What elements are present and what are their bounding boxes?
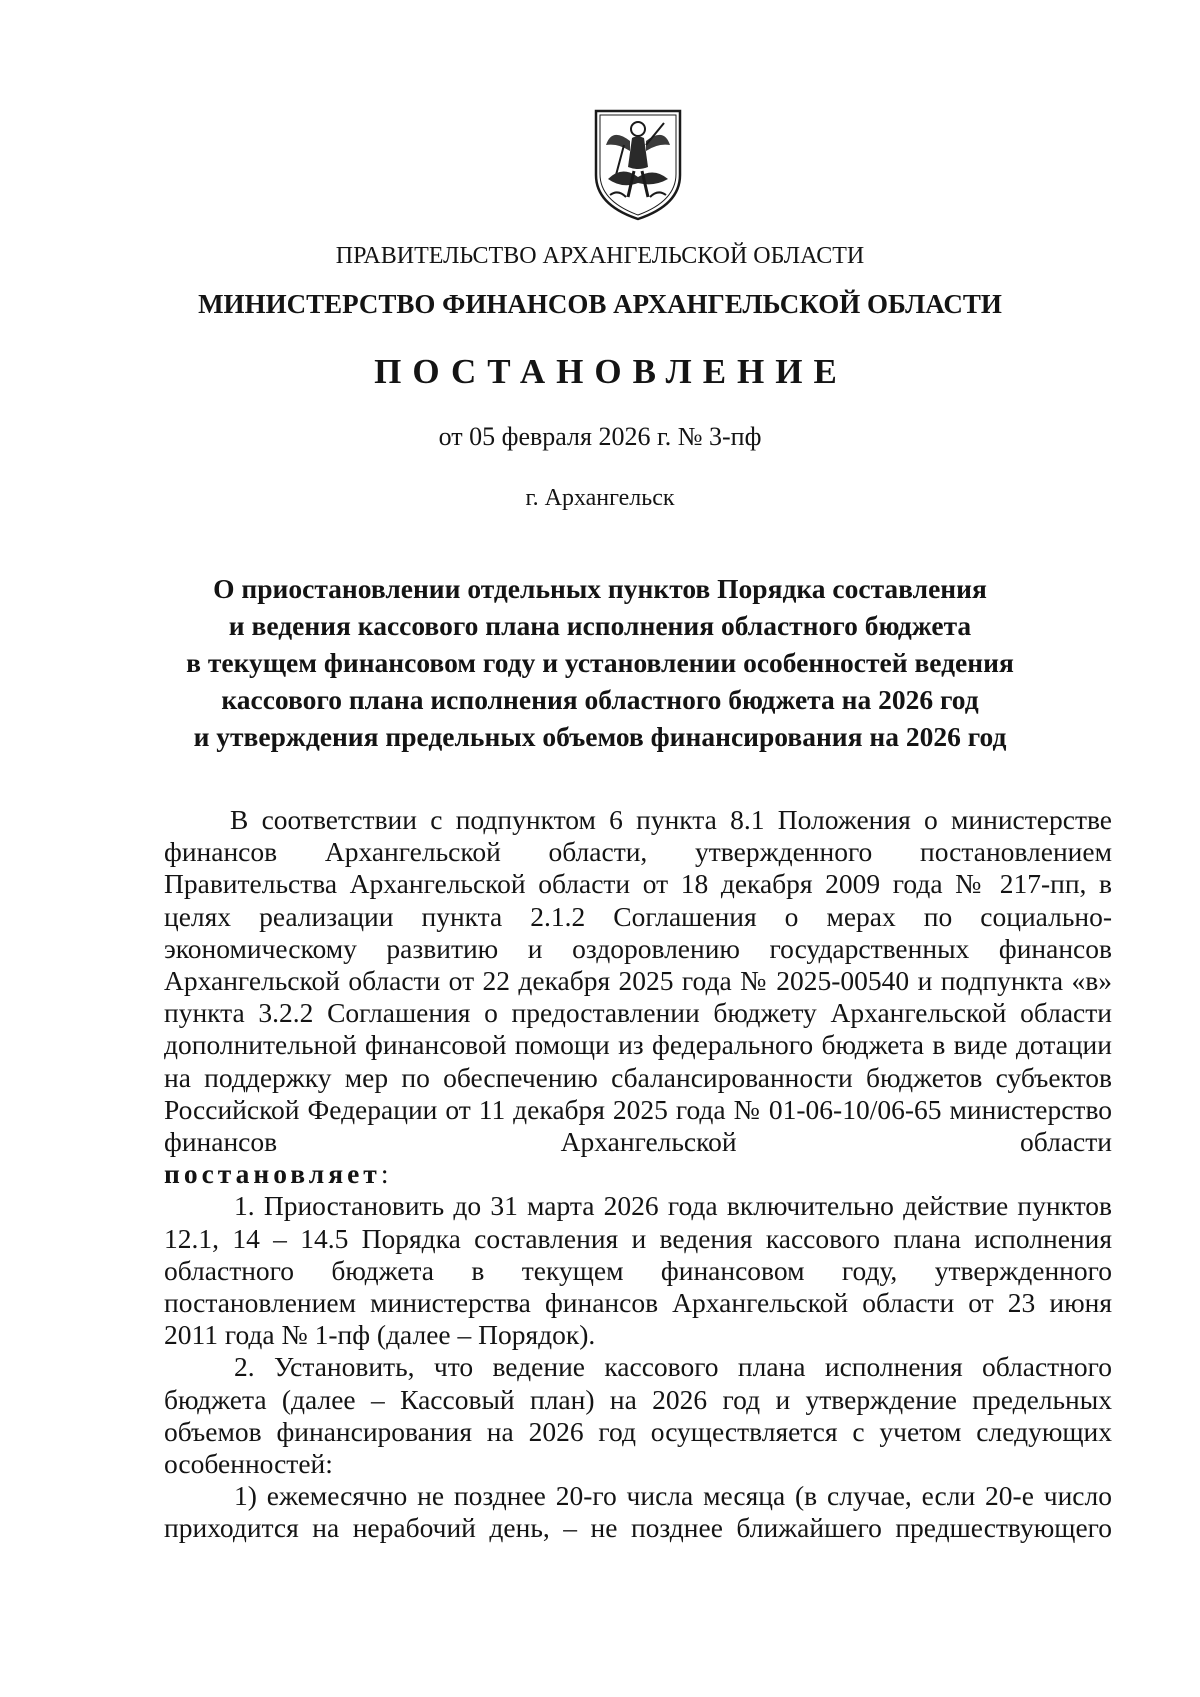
resolves-line: [164, 1158, 1112, 1190]
preamble-paragraph: В соответствии с подпунктом 6 пункта 8.1 Положения о министерстве финансов Архангельской области, утвержденного постановлением Правительства Архангельской области от 18 декабря 2009 года № 217-пп, в целях реализации пункта 2.1.2 Соглашения о мерах по социально-экономическому развитию и оздоровлению государственных финансов Архангельской области от 22 декабря 2025 года № 2025-00540 и подпункта «в» пункта 3.2.2 Соглашения о предоставлении бюджету Архангельской области дополнительной финансовой помощи из федерального бюджета в виде дотации на поддержку мер по обеспечению сбалансированности бюджетов субъектов Российской Федерации от 11 декабря 2025 года № 01-06-10/06-65 министерство финансов Архангельской области: [164, 804, 1112, 1158]
item-2-paragraph: 2. Установить, что ведение кассового плана исполнения областного бюджета (далее – Кассовый план) на 2026 год и утверждение предельных объемов финансирования на 2026 год осуществляется с учетом следующих особенностей:: [164, 1351, 1112, 1480]
heading-line: О приостановлении отдельных пунктов Порядка составления: [213, 573, 987, 604]
document-city: г. Архангельск: [525, 485, 675, 511]
resolves-colon: :: [380, 1158, 389, 1190]
subitem-1-paragraph: 1) ежемесячно не позднее 20-го числа месяца (в случае, если 20-е число приходится на нерабочий день, – не позднее ближайшего предшествующего: [164, 1480, 1112, 1544]
heading-line: в текущем финансовом году и установлении особенностей ведения: [186, 647, 1014, 678]
ministry-name: МИНИСТЕРСТВО ФИНАНСОВ АРХАНГЕЛЬСКОЙ ОБЛАСТИ: [198, 289, 1002, 319]
item-1-paragraph: 1. Приостановить до 31 марта 2026 года включительно действие пунктов 12.1, 14 – 14.5 Порядка составления и ведения кассового плана исполнения областного бюджета в текущем финансовом году, утвержденного постановлением министерства финансов Архангельской области от 23 июня 2011 года № 1-пф (далее – Порядок).: [164, 1190, 1112, 1351]
government-name: ПРАВИТЕЛЬСТВО АРХАНГЕЛЬСКОЙ ОБЛАСТИ: [335, 243, 865, 269]
document-type-title: ПОСТАНОВЛЕНИЕ: [374, 352, 848, 391]
document-body: [164, 804, 1112, 1545]
resolves-word: постановляет: [164, 1158, 381, 1190]
heading-line: и ведения кассового плана исполнения областного бюджета: [228, 610, 972, 641]
document-date-number: от 05 февраля 2026 г. № 3-пф: [438, 422, 762, 451]
heading-line: кассового плана исполнения областного бюджета на 2026 год: [221, 684, 979, 715]
document-heading: [150, 570, 1050, 755]
coat-of-arms-archangel-icon: [588, 105, 688, 223]
heading-line: и утверждения предельных объемов финансирования на 2026 год: [193, 721, 1007, 752]
